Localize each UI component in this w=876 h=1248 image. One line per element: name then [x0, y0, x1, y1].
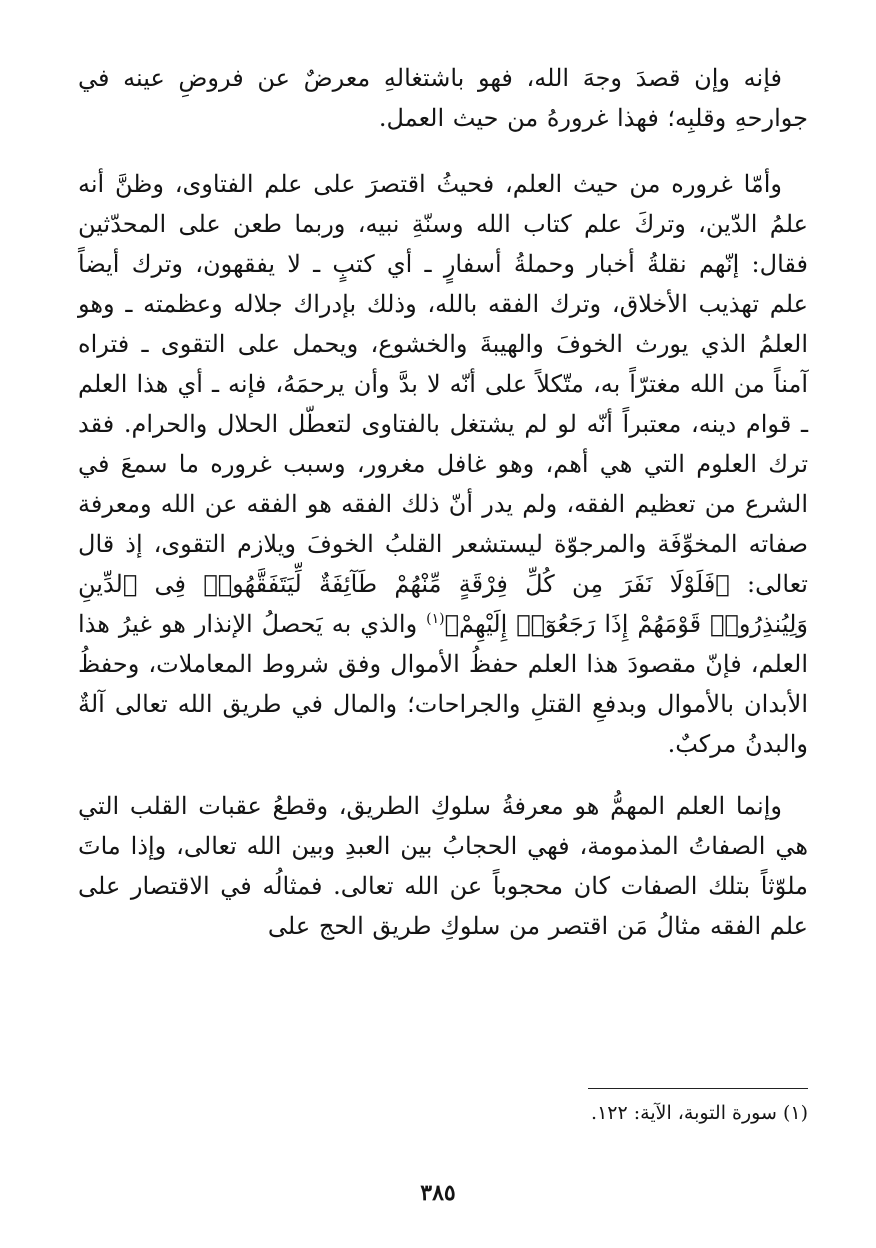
paragraph-2-text-before-verse: وأمّا غروره من حيث العلم، فحيثُ اقتصرَ على علم الفتاوى، وظنَّ أنه علمُ الدّين، وتركَ علم كتاب الله وسنّةِ نبيه، وربما طعن على المحدّثين فقال: إنّهم نقلةُ أخبار وحملةُ أسفارٍ ـ أي كتبٍ ـ لا يفقهون، وترك أيضاً علم تهذيب الأخلاق، وترك الفقه بالله، وذلك بإدراك جلاله وعظمته ـ وهو العلمُ الذي يورث الخوفَ والهيبةَ والخشوع، ويحمل على التقوى ـ فتراه آمناً من الله مغترّاً به، متّكلاً على أنّه لا بدَّ وأن يرحمَهُ، فإنه ـ أي هذا العلم ـ قوام دينه، معتبراً أنّه لو لم يشتغل بالفتاوى لتعطّل الحلال والحرام. فقد ترك العلوم التي هي أهم، وهو غافل مغرور، وسبب غروره ما سمعَ في الشرع من تعظيم الفقه، ولم يدر أنّ ذلك الفقه هو الفقه عن الله ومعرفة صفاته المخوِّفَة والمرجوّة ليستشعر القلبُ الخوفَ ويلازم التقوى، إذ قال تعالى: — [78, 170, 809, 598]
quran-verse: ﴿فَلَوْلَا نَفَرَ مِن كُلِّ فِرْقَةٍ مِّنْهُمْ طَآئِفَةٌ لِّيَتَفَقَّهُوا۟ فِى ٱلدِّينِ وَلِيُنذِرُوا۟ قَوْمَهُمْ إِذَا رَجَعُوٓا۟ إِلَيْهِمْ﴾ — [78, 570, 809, 638]
footnote-reference: (١) — [426, 611, 445, 627]
paragraph-2 — [78, 164, 808, 764]
paragraph-2-text-after-verse: والذي به يَحصلُ الإنذار هو غيرُ هذا العلم، فإنّ مقصودَ هذا العلم حفظُ الأموال وفق شروط المعاملات، وحفظُ الأبدان بالأموال وبدفعِ القتلِ والجراحات؛ والمال في طريق الله تعالى آلةٌ والبدنُ مركبٌ. — [78, 610, 808, 758]
paragraph-1: فإنه وإن قصدَ وجهَ الله، فهو باشتغالهِ معرضٌ عن فروضِ عينه في جوارحهِ وقلبِه؛ فهذا غرورهُ من حيث العمل. — [78, 64, 808, 132]
paragraph-3: وإنما العلم المهمُّ هو معرفةُ سلوكِ الطريق، وقطعُ عقبات القلب التي هي الصفاتُ المذمومة، فهي الحجابُ بين العبدِ وبين الله تعالى، وإذا ماتَ ملوّثاً بتلك الصفات كان محجوباً عن الله تعالى. فمثالُه في الاقتصار على علم الفقه مثالُ مَن اقتصر من سلوكِ طريق الحج على — [78, 792, 808, 940]
footnote-divider — [588, 1088, 808, 1089]
page-body — [78, 58, 808, 946]
footnote: (١) سورة التوبة، الآية: ١٢٢. — [591, 1102, 808, 1124]
page-number: ٣٨٥ — [420, 1180, 456, 1206]
